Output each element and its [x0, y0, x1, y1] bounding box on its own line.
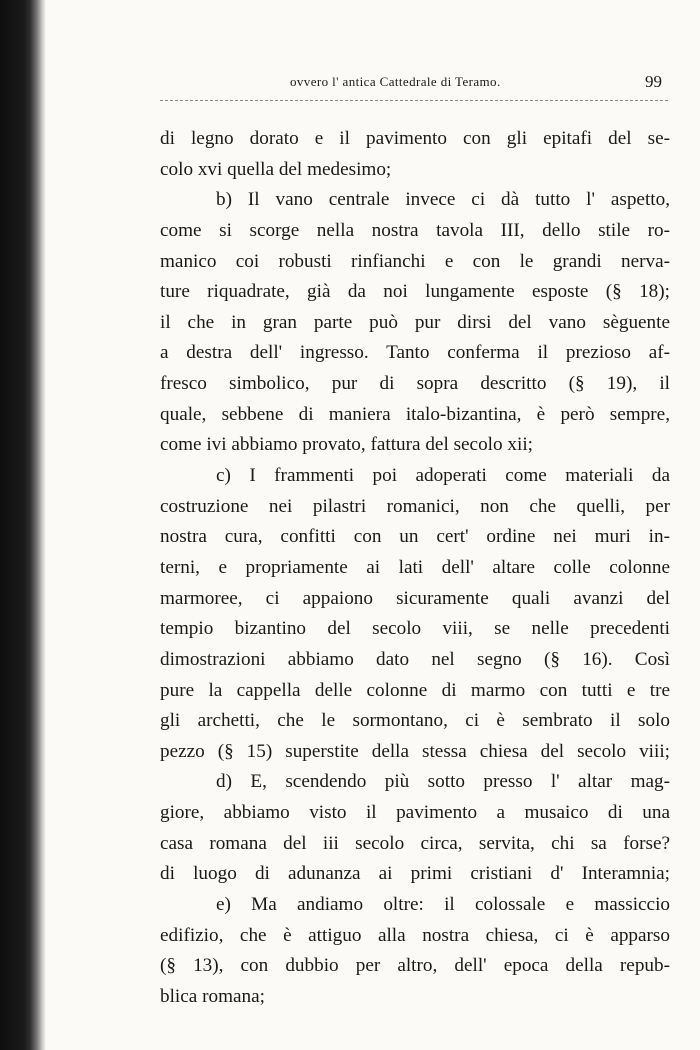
text-line: come ivi abbiamo provato, fattura del secolo xii; — [160, 434, 533, 456]
text-line: di legno dorato e il pavimento con gli epitafi del se- — [160, 128, 670, 149]
text-line: (§ 13), con dubbio per altro, dell' epoca della repub- — [160, 955, 670, 977]
text-line: gli archetti, che le sormontano, ci è sembrato il solo — [160, 710, 670, 732]
text-line: marmoree, ci appaiono sicuramente quali avanzi del — [160, 587, 670, 609]
text-line: tempio bizantino del secolo viii, se nelle precedenti — [160, 618, 670, 640]
running-head-title: ovvero l' antica Cattedrale di Teramo. — [290, 74, 501, 89]
text-line: a destra dell' ingresso. Tanto conferma il prezioso af- — [160, 342, 670, 364]
text-line: terni, e propriamente ai lati dell' altare colle colonne — [160, 556, 670, 578]
text-line: costruzione nei pilastri romanici, non che quelli, per — [160, 495, 670, 517]
text-line: ture riquadrate, già da noi lungamente esposte (§ 18); — [160, 281, 670, 303]
body-text — [160, 124, 670, 1013]
text-line: blica romana; — [160, 985, 265, 1007]
text-line: di luogo di adunanza ai primi cristiani d' Interamnia; — [160, 863, 670, 885]
text-line: c) I frammenti poi adoperati come materiali da — [216, 465, 670, 487]
text-line: pezzo (§ 15) superstite della stessa chiesa del secolo viii; — [160, 740, 670, 762]
text-line: nostra cura, confitti con un cert' ordine nei muri in- — [160, 526, 670, 548]
text-line: colo xvi quella del medesimo; — [160, 158, 392, 180]
text-line: giore, abbiamo visto il pavimento a musaico di una — [160, 802, 670, 824]
text-line: pure la cappella delle colonne di marmo con tutti e tre — [160, 679, 670, 701]
text-line: casa romana del iii secolo circa, servita, chi sa forse? — [160, 832, 670, 854]
page-number: 99 — [645, 72, 662, 91]
running-head — [0, 72, 700, 94]
text-line: quale, sebbene di maniera italo-bizantina, è però sempre, — [160, 403, 670, 425]
text-line: dimostrazioni abbiamo dato nel segno (§ 16). Così — [160, 648, 670, 670]
text-line: manico coi robusti rinfianchi e con le grandi nerva- — [160, 250, 670, 272]
text-line: d) E, scendendo più sotto presso l' altar mag- — [216, 771, 670, 793]
text-line: il che in gran parte può pur dirsi del vano sèguente — [160, 311, 670, 333]
text-line: edifizio, che è attiguo alla nostra chiesa, ci è apparso — [160, 924, 670, 946]
text-line: e) Ma andiamo oltre: il colossale e massiccio — [216, 894, 670, 916]
header-rule — [160, 100, 668, 101]
text-line: b) Il vano centrale invece ci dà tutto l' aspetto, — [216, 189, 670, 211]
text-line: come si scorge nella nostra tavola III, dello stile ro- — [160, 219, 670, 241]
text-line: fresco simbolico, pur di sopra descritto (§ 19), il — [160, 373, 670, 395]
